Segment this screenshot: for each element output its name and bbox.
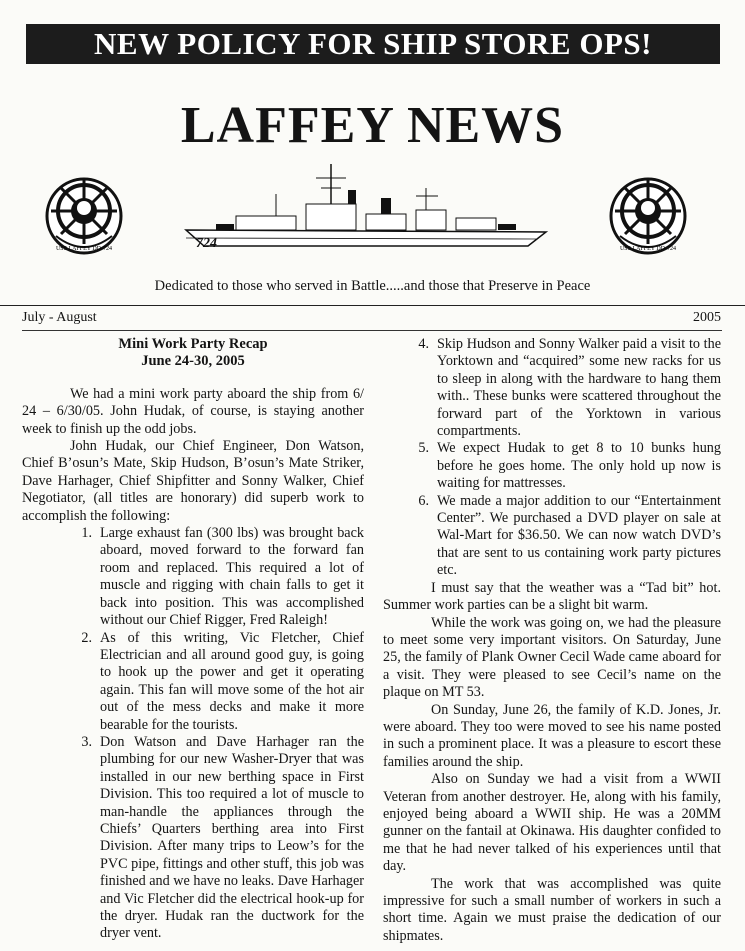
article-column-left	[22, 336, 364, 943]
list-item	[418, 440, 721, 492]
crew-paragraph: John Hudak, our Chief Engineer, Don Watson, Chief B’osun’s Mate, Skip Hudson, B’osun’s Mate Striker, Dave Harhager, Chief Shipfitter and Sonny Walker, Chief Negotiator, (all titles are honorary) did superb work to accomplish the following:	[22, 438, 364, 524]
masthead-rule	[0, 305, 745, 306]
item-number: 3.	[81, 733, 92, 750]
task-list-left	[22, 525, 364, 943]
item-number: 2.	[81, 629, 92, 646]
issue-year: 2005	[693, 310, 721, 325]
item-number: 4.	[418, 336, 429, 352]
list-item	[418, 336, 721, 440]
hull-number: 724	[196, 236, 217, 251]
item-number: 6.	[418, 492, 429, 509]
task-list-right	[383, 336, 721, 580]
laffey-emblem-left	[44, 166, 124, 266]
emblem-text-left: USS LAFFEY DD-724	[55, 246, 113, 252]
item-text: We made a major addition to our “Entertainment Center”. We purchased a DVD player on sale at Wal-Mart for $36.50. We can now watch DVD’s that are sent to us containing work party pictures etc.	[437, 492, 721, 579]
intro-paragraph: We had a mini work party aboard the ship from 6/ 24 – 6/30/05. John Hudak, of course, is staying another week to finish up the odd jobs.	[22, 385, 364, 437]
item-text: Don Watson and Dave Harhager ran the plumbing for our new Washer-Dryer that was installed in our new berthing space in First Division. This too required a lot of muscle to man-handle the appliances through the Chiefs’ Quarters berthing area into First Division. After many trips to Leow’s for the PVC pipe, fittings and other stuff, this job was finished and we have no leaks. Dave Harhager and Vic Fletcher did the electrical hook-up for the dryer. Hudak ran the ductwork for the dryer vent.	[100, 733, 364, 942]
newsletter-title: LAFFEY NEWS	[180, 97, 565, 154]
article-column-right	[383, 336, 721, 945]
headline-dates: June 24-30, 2005	[141, 353, 245, 370]
item-text: As of this writing, Vic Fletcher, Chief Electrician and all around good guy, is going to hook up the power and get it operating again. This fan will move some of the hot air out of the mess decks and make it more bearable for the tourists.	[100, 629, 364, 733]
banner-headline: NEW POLICY FOR SHIP STORE OPS!	[26, 24, 720, 64]
jones-family-paragraph: On Sunday, June 26, the family of K.D. Jones, Jr. were aboard. They too were moved to see his name posted in such a prominent place. It was a pleasure to escort these families around the ship.	[383, 701, 721, 770]
item-number: 1.	[81, 525, 92, 542]
item-text: Skip Hudson and Sonny Walker paid a visit to the Yorktown and “acquired” some new racks for us to sleep in along with the hardware to hang them with.. These bunks were scattered throughout the forward part of the Yorktown in various compartments.	[437, 336, 721, 440]
tagline: Dedicated to those who served in Battle.....and those that Preserve in Peace	[154, 278, 591, 294]
laffey-emblem-right	[608, 166, 688, 266]
destroyer-illustration	[176, 160, 556, 260]
closing-paragraph: The work that was accomplished was quite impressive for such a small number of workers in such a short time. Again we must praise the dedication of our shipmates.	[383, 875, 721, 944]
visitors-paragraph: While the work was going on, we had the pleasure to meet some very important visitors. On Saturday, June 25, the family of Plank Owner Cecil Wade came aboard for a visit. They were pleased to see Cecil’s name on the plaque on MT 53.	[383, 614, 721, 701]
list-item	[81, 525, 364, 629]
item-number: 5.	[418, 440, 429, 457]
list-item	[81, 629, 364, 734]
headline-title: Mini Work Party Recap	[118, 336, 268, 352]
list-item	[418, 492, 721, 580]
list-item	[81, 733, 364, 943]
veteran-paragraph: Also on Sunday we had a visit from a WWII Veteran from another destroyer. He, along with his family, enjoyed being aboard a WWII ship. He was a 20MM gunner on the fantail at Okinawa. His daughter confided to me that he had never talked of his experiences until that day.	[383, 771, 721, 875]
article-headline	[22, 336, 364, 371]
weather-paragraph: I must say that the weather was a “Tad bit” hot. Summer work parties can be a slight bit warm.	[383, 579, 721, 614]
issue-months: July - August	[22, 310, 97, 325]
item-text: We expect Hudak to get 8 to 10 bunks hung before he goes home. The only hold up now is waiting for mattresses.	[437, 440, 721, 492]
dateline-rule	[22, 330, 722, 331]
item-text: Large exhaust fan (300 lbs) was brought back aboard, moved forward to the forward fan room and replaced. This required a lot of muscle and rigging with chain falls to get it back into position. This was accomplished without our Chief Rigger, Fred Raleigh!	[100, 525, 364, 629]
emblem-text-right: USS LAFFEY DD-724	[619, 246, 677, 252]
